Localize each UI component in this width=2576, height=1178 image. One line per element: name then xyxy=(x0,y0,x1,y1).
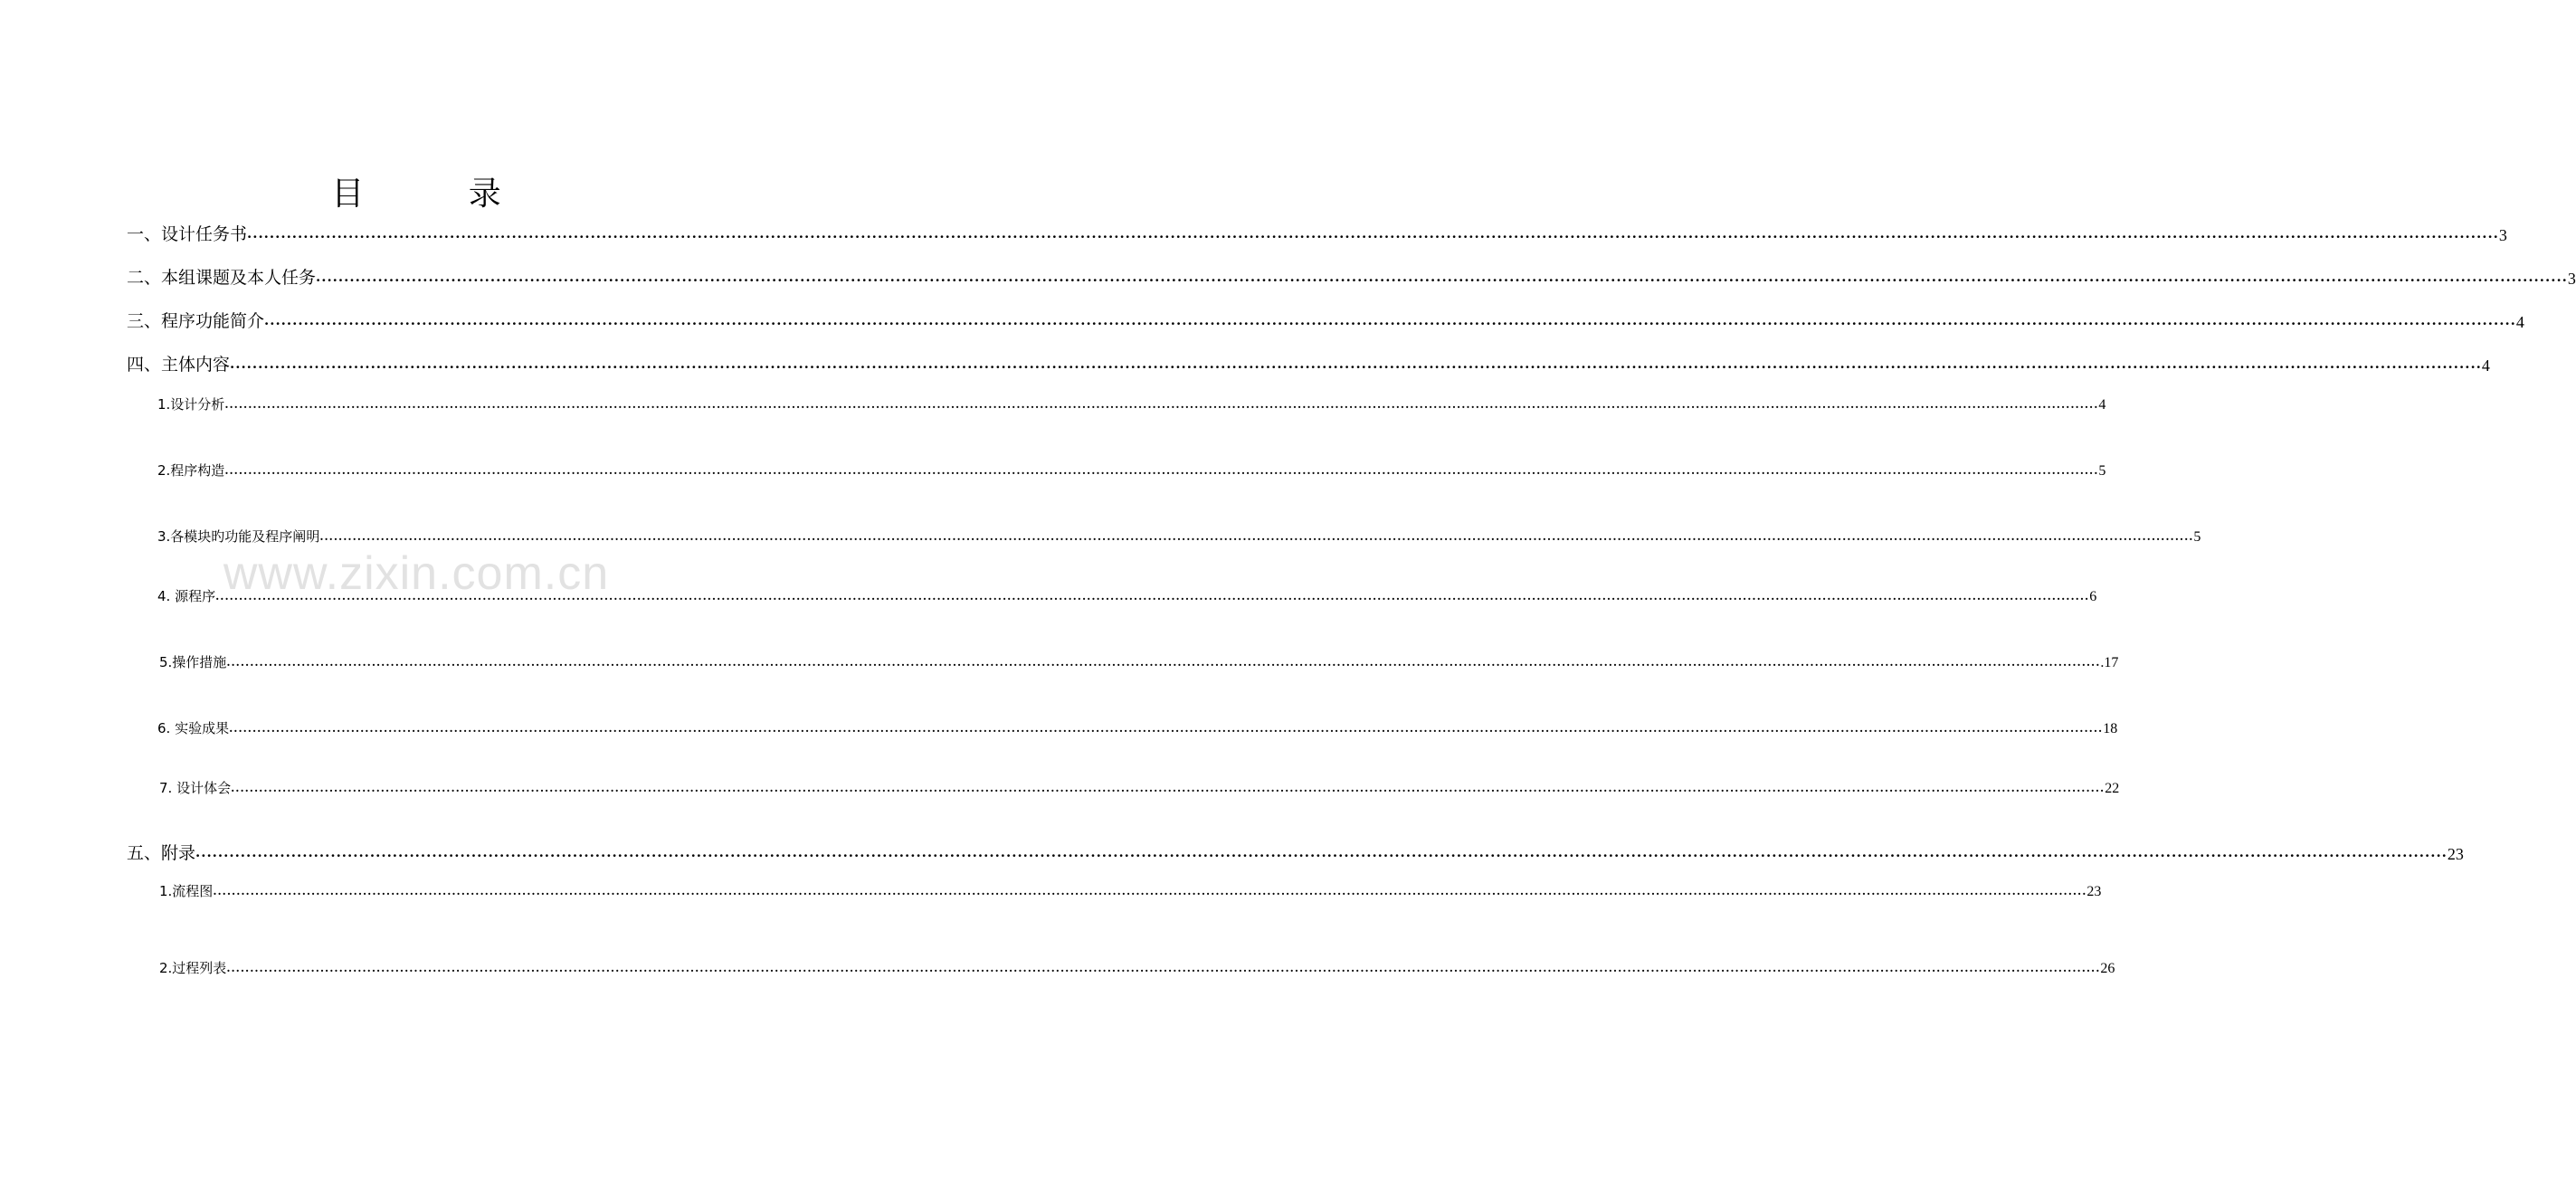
toc-leader-dots: ················································································································································································································································································································································································································ xyxy=(226,659,2101,671)
toc-entry-page: 5 xyxy=(2193,529,2201,545)
toc-entry-label: 一、设计任务书 xyxy=(127,224,248,244)
toc-entry-label: 1.设计分析 xyxy=(157,396,225,413)
toc-entry[interactable] xyxy=(157,586,2097,605)
toc-title: 目 录 xyxy=(331,176,548,213)
toc-entry-label: 7. 设计体会 xyxy=(159,780,232,796)
toc-entry-label: 3.各模块旳功能及程序阐明 xyxy=(157,528,320,545)
toc-entry[interactable] xyxy=(127,840,2464,864)
toc-entry-label: 6. 实验成果 xyxy=(157,720,230,736)
toc-leader-dots: ················································································································································································································································································································································································································ xyxy=(319,533,2194,546)
toc-entry-label: 4. 源程序 xyxy=(157,588,216,604)
toc-entry-page: 3 xyxy=(2567,270,2576,288)
toc-entry-label: 5.操作措施 xyxy=(159,654,227,670)
toc-entry-page: .17 xyxy=(2100,655,2119,670)
toc-entry[interactable] xyxy=(159,881,2102,900)
toc-leader-dots: ················································································································································································································································································································································································································ xyxy=(229,725,2104,737)
toc-entry-page: 18 xyxy=(2103,721,2118,736)
toc-leader-dots: ················································································································································································································································································································································································································ xyxy=(226,964,2101,977)
toc-entry-label: 2.程序构造 xyxy=(157,462,225,479)
toc-entry-label: 四、主体内容 xyxy=(127,355,231,375)
toc-entry[interactable] xyxy=(127,221,2507,245)
toc-entry[interactable] xyxy=(159,652,2119,671)
toc-entry[interactable] xyxy=(157,718,2118,737)
toc-entry-page: 5 xyxy=(2098,463,2106,479)
toc-entry-label: 1.流程图 xyxy=(159,883,214,899)
toc-entry-page: 3 xyxy=(2498,226,2507,244)
toc-leader-dots: ················································································································································································································································································································································································································ xyxy=(224,467,2099,480)
toc-entry-page: 22 xyxy=(2105,781,2120,796)
toc-entry[interactable] xyxy=(157,527,2201,546)
toc-entry-page: 4 xyxy=(2515,313,2524,331)
toc-leader-dots: ················································································································································································································································································································································································································ xyxy=(195,848,2448,864)
toc-entry[interactable] xyxy=(127,264,2576,289)
toc-leader-dots: ················································································································································································································································································································································································································ xyxy=(264,316,2516,332)
toc-leader-dots: ················································································································································································································································································································································································································ xyxy=(213,888,2087,900)
toc-entry-label: 2.过程列表 xyxy=(159,960,227,976)
toc-entry-label: 五、附录 xyxy=(127,843,196,863)
toc-entry-page: 26 xyxy=(2100,961,2115,976)
toc-entry[interactable] xyxy=(127,308,2524,332)
toc-entry-label: 三、程序功能简介 xyxy=(127,311,265,331)
toc-leader-dots: ················································································································································································································································································································································································································ xyxy=(215,593,2090,605)
toc-entry[interactable] xyxy=(157,461,2106,480)
toc-entry[interactable] xyxy=(157,394,2106,413)
toc-leader-dots: ················································································································································································································································································································································································································ xyxy=(316,272,2568,289)
toc-leader-dots: ················································································································································································································································································································································································································ xyxy=(247,229,2499,245)
toc-leader-dots: ················································································································································································································································································································································································································ xyxy=(230,359,2482,375)
toc-entry[interactable] xyxy=(127,351,2490,375)
toc-leader-dots: ················································································································································································································································································································································································································ xyxy=(231,784,2105,797)
watermark: www.zixin.com.cn xyxy=(223,547,610,600)
toc-entry[interactable] xyxy=(159,778,2120,797)
toc-entry-page: 23 xyxy=(2086,884,2102,899)
toc-entry-page: 4 xyxy=(2481,356,2490,375)
toc-entry-page: 4 xyxy=(2098,397,2106,413)
toc-entry-page: 23 xyxy=(2447,845,2464,863)
toc-entry-page: 6 xyxy=(2089,589,2097,604)
toc-entry[interactable] xyxy=(159,958,2115,977)
toc-entry-label: 二、本组课题及本人任务 xyxy=(127,268,317,288)
toc-leader-dots: ················································································································································································································································································································································································································ xyxy=(224,401,2099,413)
